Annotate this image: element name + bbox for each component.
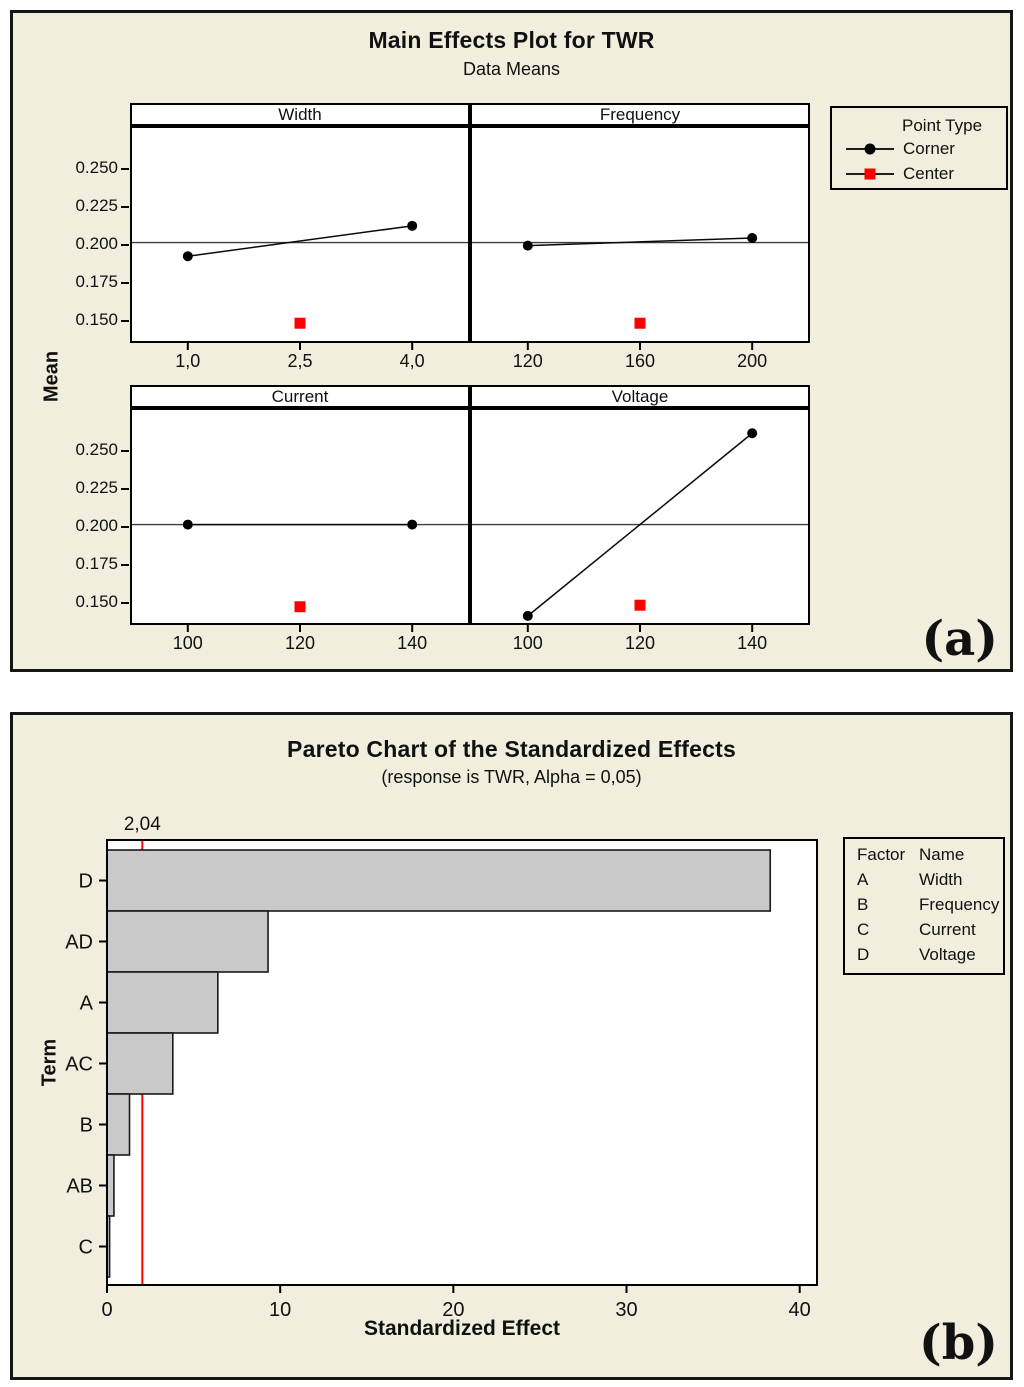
factor-letter: D <box>857 945 870 964</box>
legend-item-center <box>844 161 1006 186</box>
term-tick-label: AD <box>65 931 93 954</box>
center-point <box>635 318 646 329</box>
panel-frame <box>131 127 469 342</box>
term-tick-label: A <box>79 992 93 1015</box>
main-effects-figure <box>10 10 1013 672</box>
x-tick-label: 20 <box>442 1299 465 1321</box>
center-point <box>295 601 306 612</box>
alpha-reference-label: 2,04 <box>123 814 161 835</box>
term-tick-label: AB <box>66 1175 93 1198</box>
x-tick-labels <box>130 351 470 373</box>
y-tick-mark <box>121 526 129 528</box>
y-tick-mark <box>121 564 129 566</box>
panel-factor-label: Width <box>278 105 322 124</box>
factor-legend-row-a <box>857 870 1003 895</box>
panel-frame <box>131 409 469 624</box>
pareto-subtitle: (response is TWR, Alpha = 0,05) <box>381 767 642 787</box>
panel-header-frequency <box>470 103 810 126</box>
pareto-bar-d <box>107 850 770 911</box>
x-tick-label: 140 <box>737 633 768 653</box>
y-tick-label: 0.225 <box>75 478 118 498</box>
figure-b-label: (b) <box>919 1315 998 1371</box>
x-tick-label: 30 <box>615 1299 638 1321</box>
y-tick-label: 0.200 <box>75 234 118 254</box>
factor-name: Width <box>919 870 963 889</box>
corner-point <box>407 520 417 530</box>
point-type-legend <box>830 106 1008 190</box>
x-tick-label: 2,5 <box>287 351 313 371</box>
main-effects-title: Main Effects Plot for TWR <box>368 27 655 53</box>
panel-frame <box>471 127 809 342</box>
x-tick-label: 120 <box>284 633 316 653</box>
y-tick-mark <box>121 450 129 452</box>
panel-header-current <box>130 385 470 408</box>
y-tick-mark <box>121 320 129 322</box>
factor-letter: B <box>857 895 869 914</box>
pareto-bar-b <box>107 1094 130 1155</box>
corner-point <box>523 611 533 621</box>
corner-point <box>183 251 193 261</box>
x-tick-label: 200 <box>737 351 768 371</box>
factor-legend-header <box>857 845 1003 870</box>
point-type-legend-title: Point Type <box>902 116 983 135</box>
figure-a-label: (a) <box>921 611 998 667</box>
pareto-bar-ab <box>107 1155 114 1216</box>
pareto-svg <box>53 810 843 1342</box>
x-tick-label: 120 <box>512 351 543 371</box>
panel-header-width <box>130 103 470 126</box>
pareto-plot <box>13 715 1010 1377</box>
y-tick-label: 0.250 <box>75 440 118 459</box>
y-tick-label: 0.175 <box>75 554 118 574</box>
x-tick-label: 140 <box>397 633 428 653</box>
center-point <box>295 318 306 329</box>
corner-point <box>407 221 417 231</box>
legend-item-label: Center <box>903 163 955 183</box>
factor-name-legend <box>843 837 1005 975</box>
term-tick-label: D <box>78 870 93 893</box>
factor-legend-row-c <box>857 920 1003 945</box>
term-axis-title: Term <box>38 1038 61 1087</box>
x-tick-labels <box>130 633 470 655</box>
y-tick-label: 0.200 <box>75 516 118 536</box>
x-tick-label: 0 <box>101 1299 113 1321</box>
factor-letter: C <box>857 920 870 939</box>
panel-factor-label: Current <box>271 387 329 406</box>
panel-factor-label: Frequency <box>599 105 681 124</box>
corner-point <box>523 241 533 251</box>
main-effects-subtitle: Data Means <box>462 59 561 79</box>
y-tick-mark <box>121 168 129 170</box>
y-tick-label: 0.175 <box>75 272 118 292</box>
y-tick-mark <box>121 488 129 490</box>
factor-legend-row-b <box>857 895 1003 920</box>
term-tick-label: AC <box>65 1053 93 1076</box>
panel-factor-label: Voltage <box>611 387 669 406</box>
x-tick-label: 40 <box>788 1299 811 1321</box>
factor-legend-row-d <box>857 945 1003 970</box>
panel-plot-width <box>130 126 470 352</box>
y-tick-mark <box>121 206 129 208</box>
square-marker-icon <box>844 166 896 182</box>
panel-plot-frequency <box>470 126 810 352</box>
x-tick-label: 160 <box>624 351 656 371</box>
term-tick-label: C <box>78 1236 93 1259</box>
factor-header: Factor <box>857 845 906 864</box>
y-tick-mark <box>121 244 129 246</box>
panel-header-voltage <box>470 385 810 408</box>
name-header: Name <box>919 845 965 864</box>
standardized-effect-axis-title: Standardized Effect <box>363 1317 561 1340</box>
center-point <box>635 600 646 611</box>
y-tick-label: 0.150 <box>75 310 118 330</box>
x-tick-label: 100 <box>512 633 543 653</box>
x-tick-label: 120 <box>624 633 656 653</box>
legend-item-label: Corner <box>903 138 955 158</box>
point-type-legend-rows <box>832 136 1006 186</box>
corner-point <box>747 428 757 438</box>
corner-point <box>183 520 193 530</box>
factor-name: Frequency <box>919 895 1000 914</box>
x-tick-label: 100 <box>172 633 203 653</box>
pareto-title: Pareto Chart of the Standardized Effects <box>287 736 736 762</box>
pareto-figure <box>10 712 1013 1380</box>
y-tick-label: 0.250 <box>75 158 118 177</box>
panel-frame <box>471 409 809 624</box>
mean-axis-title: Mean <box>40 350 63 403</box>
pareto-bar-a <box>107 972 218 1033</box>
factor-name: Voltage <box>919 945 976 964</box>
pareto-bar-ac <box>107 1033 173 1094</box>
circle-marker-icon <box>844 141 896 157</box>
term-tick-label: B <box>79 1114 93 1137</box>
panel-plot-current <box>130 408 470 634</box>
y-tick-label: 0.150 <box>75 592 118 612</box>
x-tick-labels <box>470 633 810 655</box>
x-tick-label: 4,0 <box>399 351 425 371</box>
factor-letter: A <box>857 870 869 889</box>
legend-item-corner <box>844 136 1006 161</box>
x-tick-label: 10 <box>269 1299 292 1321</box>
x-tick-label: 1,0 <box>175 351 201 371</box>
y-tick-label: 0.225 <box>75 196 118 216</box>
corner-point <box>747 233 757 243</box>
panel-plot-voltage <box>470 408 810 634</box>
y-tick-mark <box>121 602 129 604</box>
y-tick-mark <box>121 282 129 284</box>
factor-name: Current <box>919 920 976 939</box>
x-tick-labels <box>470 351 810 373</box>
pareto-bar-ad <box>107 911 268 972</box>
